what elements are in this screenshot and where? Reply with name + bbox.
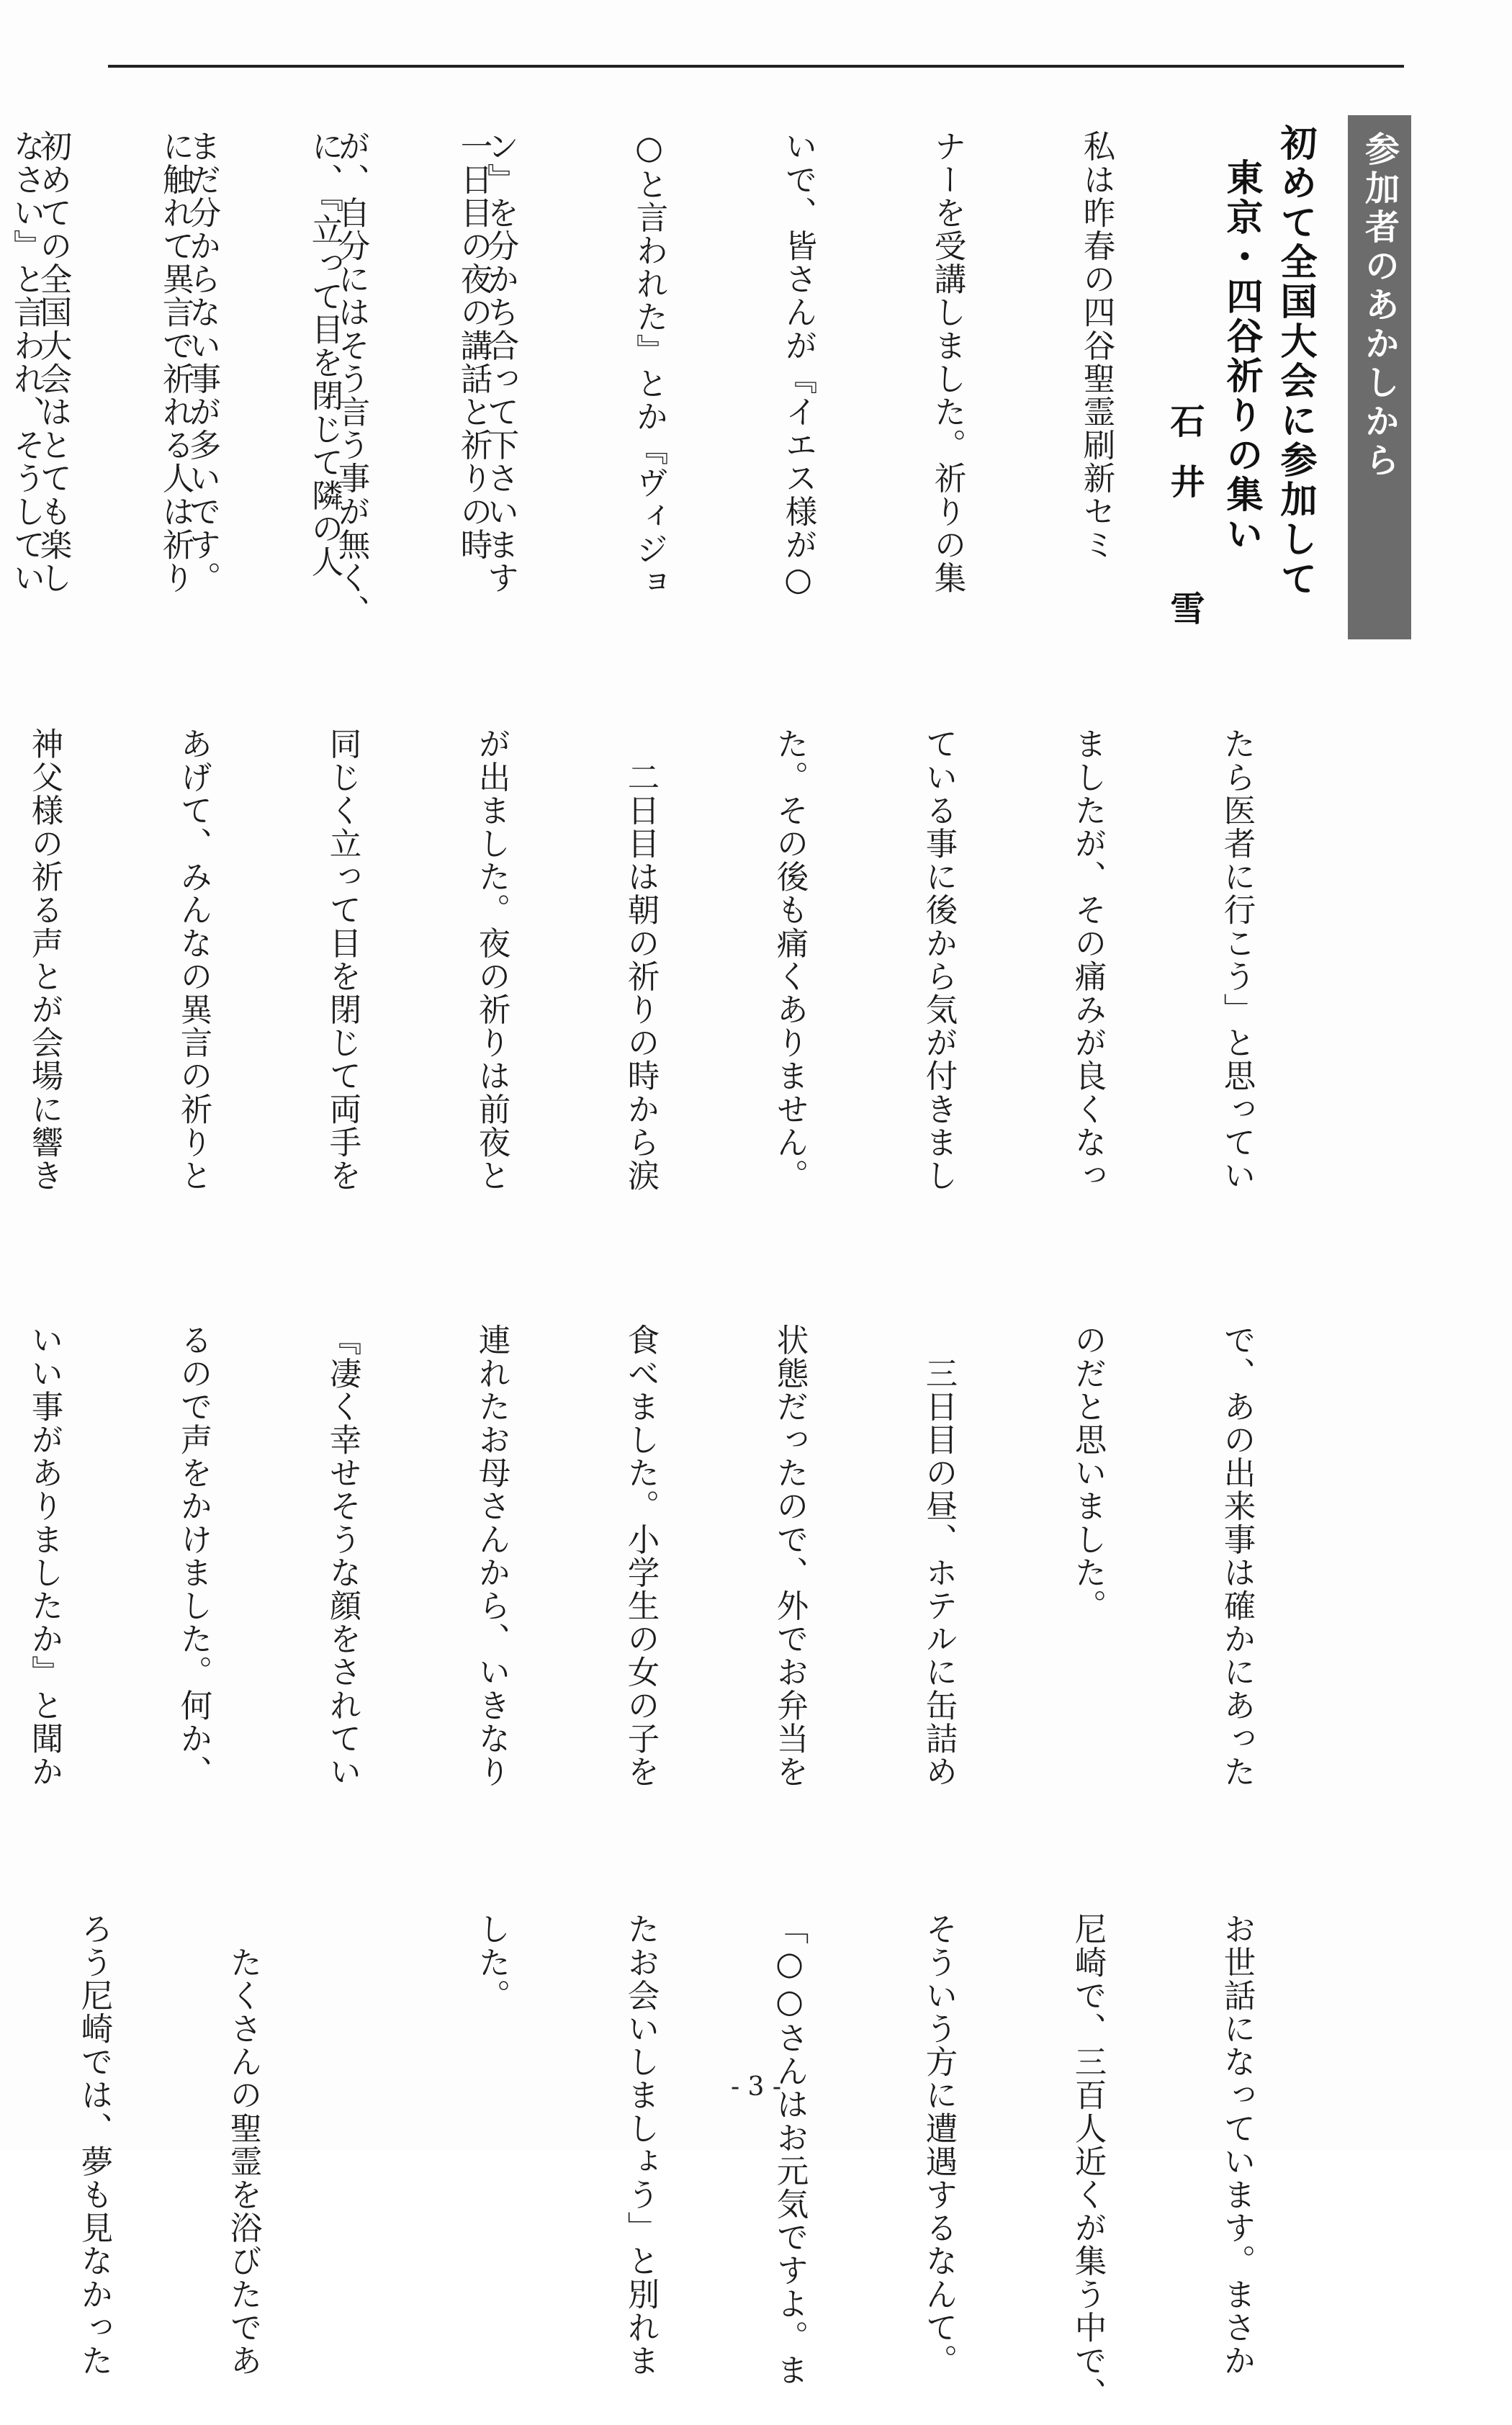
text-line: たお会いしましょう」と別れま xyxy=(622,1912,659,2377)
text-line: ナーを受講しました。祈りの集 xyxy=(929,130,966,595)
text-line: 三日目の昼、ホテルに缶詰め xyxy=(920,1323,957,1789)
top-rule xyxy=(108,65,1404,68)
text-line: そういう方に遭遇するなんて。 xyxy=(920,1912,957,2377)
text-line: のだと思いました。 xyxy=(1069,1323,1106,1622)
body-text-block-4 xyxy=(0,1323,1361,1836)
article-subtitle: 東京・四谷祈りの集い xyxy=(1220,158,1262,554)
text-line: あげて、みんなの異言の祈りと xyxy=(175,727,212,1192)
text-line: るので声をかけました。何か、 xyxy=(175,1323,212,1789)
text-line: 連れたお母さんから、いきなり xyxy=(473,1323,510,1789)
page-number: - 3 - xyxy=(730,2072,782,2102)
text-line: 尼崎で、三百人近くが集う中で、 xyxy=(1069,1912,1106,2411)
text-line: 一日目の夜の講話と祈りの時 xyxy=(455,130,492,562)
text-line: 状態だったので、外でお弁当を xyxy=(771,1323,808,1789)
text-line: 「○○さんはお元気ですよ。ま xyxy=(771,1912,808,2387)
text-line: した。 xyxy=(473,1912,510,2012)
text-line: いい事がありましたか』と聞か xyxy=(26,1323,63,1789)
text-line: ン』を分かち合って下さいます xyxy=(482,130,518,595)
text-line: ている事に後から気が付きまし xyxy=(920,727,957,1192)
text-line: ましたが、その痛みが良くなっ xyxy=(1069,727,1106,1192)
text-line: に、『立って目を閉じて隣の人 xyxy=(306,130,343,579)
text-line: 初めての全国大会はとても楽し xyxy=(35,130,71,595)
text-line: なさい』と言われ、そうしてい xyxy=(8,130,45,595)
text-line: お世話になっています。まさか xyxy=(1218,1912,1255,2377)
text-line: で、あの出来事は確かにあった xyxy=(1218,1323,1255,1789)
text-line: 食べました。小学生の女の子を xyxy=(622,1323,659,1789)
text-line: たら医者に行こう」と思ってい xyxy=(1218,727,1255,1192)
text-line: 同じく立って目を閉じて両手を xyxy=(324,727,361,1192)
text-line: たくさんの聖霊を浴びたであ xyxy=(225,1912,261,2377)
text-line: 神父様の祈る声とが会場に響き xyxy=(26,727,63,1192)
text-line: 私は昨春の四谷聖霊刷新セミ xyxy=(1078,130,1115,562)
section-label xyxy=(1348,115,1411,639)
body-text-block-3 xyxy=(0,727,1361,1240)
author-name: 石井 雪 xyxy=(1164,403,1205,651)
text-line: が出ました。夜の祈りは前夜と xyxy=(473,727,510,1192)
text-line: いで、皆さんが『イエス様が○ xyxy=(780,130,816,599)
text-line: が、自分にはそう言う事が無く、 xyxy=(333,130,369,628)
section-label-text: 参加者のあかしから xyxy=(1359,131,1400,481)
body-text-block-2 xyxy=(0,130,598,642)
text-line: た。その後も痛くありません。 xyxy=(771,727,808,1192)
text-line: 二日目は朝の祈りの時から涙 xyxy=(622,727,659,1192)
text-line: ろう尼崎では、夢も見なかった xyxy=(76,1912,112,2377)
body-text-block-5 xyxy=(0,1912,1361,2425)
article-title: 初めて全国大会に参加して xyxy=(1274,124,1316,599)
text-line: 『凄く幸せそうな顔をされてい xyxy=(324,1323,361,1789)
text-line: まだ分からない事が多いです。 xyxy=(184,130,220,595)
text-line: に触れて異言で祈れる人は祈り xyxy=(157,130,194,595)
text-line: ○と言われた』とか『ヴィジョ xyxy=(631,130,667,599)
